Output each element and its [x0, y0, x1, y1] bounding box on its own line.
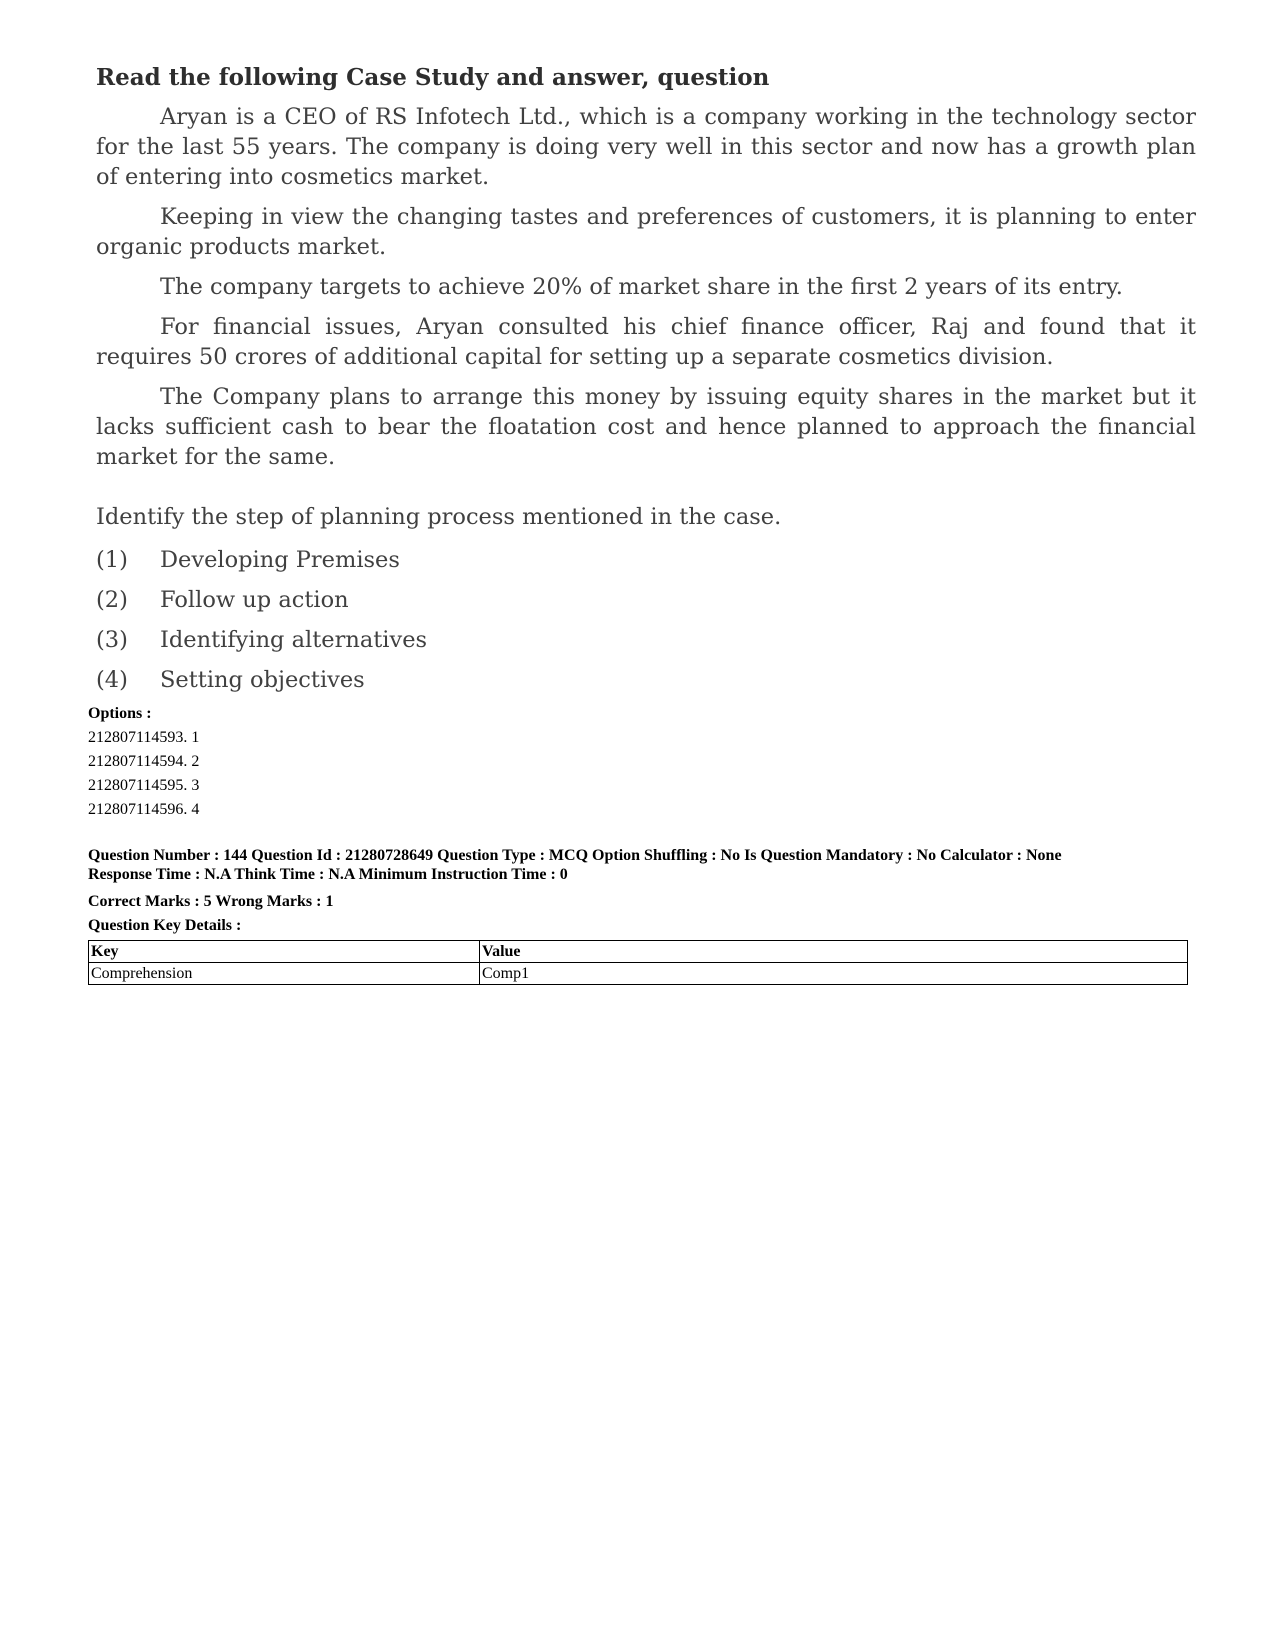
choice-text: Setting objectives — [160, 667, 365, 693]
option-id-2: 212807114594. 2 — [88, 753, 200, 770]
choice-text: Identifying alternatives — [160, 627, 428, 653]
choice-2 — [96, 580, 1196, 620]
case-paragraph-2: Keeping in view the changing tastes and preferences of customers, it is planning to enter organic products market. — [96, 204, 1196, 260]
header-value: Value — [480, 941, 1188, 963]
cell-value: Comp1 — [480, 963, 1188, 985]
choice-text: Follow up action — [160, 587, 349, 613]
question-metadata — [88, 702, 1188, 985]
question-info-line-2: Response Time : N.A Think Time : N.A Minimum Instruction Time : 0 — [88, 866, 568, 883]
choice-4 — [96, 660, 1196, 700]
case-paragraph-5: The Company plans to arrange this money by issuing equity shares in the market but it lacks sufficient cash to bear the floatation cost and hence planned to approach the financial market for the same. — [96, 384, 1196, 470]
key-details-label: Question Key Details : — [88, 917, 242, 934]
question-info — [88, 846, 1188, 884]
choice-1 — [96, 540, 1196, 580]
case-paragraph-3: The company targets to achieve 20% of market share in the first 2 years of its entry. — [160, 274, 1123, 300]
case-paragraph-1: Aryan is a CEO of RS Infotech Ltd., which is a company working in the technology sector for the last 55 years. The company is doing very well in this sector and now has a growth plan of entering into cosmetics market. — [96, 104, 1196, 190]
choice-number: (1) — [96, 547, 128, 573]
option-id-4: 212807114596. 4 — [88, 801, 200, 818]
case-study-heading: Read the following Case Study and answer, question — [96, 64, 770, 91]
question-text: Identify the step of planning process mentioned in the case. — [96, 504, 782, 530]
case-paragraph-4: For financial issues, Aryan consulted his chief finance officer, Raj and found that it requires 50 crores of additional capital for setting up a separate cosmetics division. — [96, 314, 1196, 370]
choice-number: (3) — [96, 627, 128, 653]
option-id-3: 212807114595. 3 — [88, 777, 200, 794]
options-label: Options : — [88, 705, 152, 722]
marks-line: Correct Marks : 5 Wrong Marks : 1 — [88, 893, 334, 910]
table-row — [89, 963, 1188, 985]
choice-number: (4) — [96, 667, 128, 693]
case-study-image — [96, 62, 1196, 700]
option-id-1: 212807114593. 1 — [88, 729, 200, 746]
key-details-table — [88, 940, 1188, 985]
table-header-row — [89, 941, 1188, 963]
header-key: Key — [89, 941, 480, 963]
choice-number: (2) — [96, 587, 128, 613]
choice-text: Developing Premises — [160, 547, 400, 573]
choice-3 — [96, 620, 1196, 660]
question-info-line-1: Question Number : 144 Question Id : 21280728649 Question Type : MCQ Option Shuffling : No Is Question Mandatory : No Calculator : None — [88, 847, 1062, 864]
cell-key: Comprehension — [89, 963, 480, 985]
